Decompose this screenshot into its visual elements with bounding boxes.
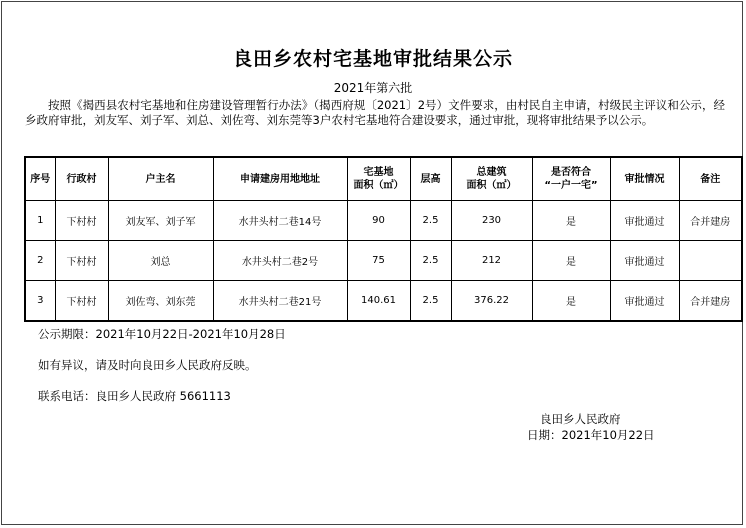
cell-approval: 审批通过	[610, 281, 679, 322]
cell-address: 水井头村二巷14号	[213, 201, 347, 241]
header-cell-address: 申请建房用地地址	[213, 157, 347, 201]
cell-index: 2	[25, 241, 55, 281]
cell-building-area: 212	[451, 241, 532, 281]
header-cell-approval: 审批情况	[610, 157, 679, 201]
cell-remark	[679, 241, 742, 281]
cell-village: 下村村	[55, 201, 108, 241]
cell-building-area: 376.22	[451, 281, 532, 322]
header-cell-building-area: 总建筑 面积（㎡）	[451, 157, 532, 201]
cell-land-area: 75	[347, 241, 410, 281]
cell-remark: 合并建房	[679, 281, 742, 322]
cell-householder: 刘佐弯、刘东莞	[108, 281, 213, 322]
cell-one-house: 是	[532, 201, 610, 241]
notice-period: 公示期限：2021年10月22日-2021年10月28日	[38, 327, 286, 341]
header-cell-one-house: 是否符合 “一户一宅”	[532, 157, 610, 201]
cell-one-house: 是	[532, 281, 610, 322]
table-row	[25, 281, 742, 322]
cell-village: 下村村	[55, 241, 108, 281]
signature-date: 日期：2021年10月22日	[527, 428, 655, 442]
header-cell-floor-height: 层高	[410, 157, 451, 201]
header-cell-land-area: 宅基地 面积（㎡）	[347, 157, 410, 201]
cell-approval: 审批通过	[610, 241, 679, 281]
cell-floor-height: 2.5	[410, 281, 451, 322]
table-row	[25, 241, 742, 281]
signature-org: 良田乡人民政府	[540, 412, 621, 426]
cell-index: 3	[25, 281, 55, 322]
cell-address: 水井头村二巷2号	[213, 241, 347, 281]
intro-paragraph: 按照《揭西县农村宅基地和住房建设管理暂行办法》（揭西府规〔2021〕2号）文件要求，由村民自主申请，村级民主评议和公示，经乡政府审批，刘友军、刘子军、刘总、刘佐弯、刘东莞等3户农村宅基地符合建设要求，通过审批，现将审批结果予以公示。	[25, 98, 725, 127]
cell-remark: 合并建房	[679, 201, 742, 241]
objection-notice: 如有异议，请及时向良田乡人民政府反映。	[38, 358, 257, 372]
cell-approval: 审批通过	[610, 201, 679, 241]
header-cell-village: 行政村	[55, 157, 108, 201]
approval-table	[24, 156, 743, 322]
cell-village: 下村村	[55, 281, 108, 322]
batch-label: 2021年第六批	[333, 81, 413, 95]
header-cell-householder: 户主名	[108, 157, 213, 201]
cell-land-area: 140.61	[347, 281, 410, 322]
contact-phone: 联系电话：良田乡人民政府 5661113	[38, 389, 231, 403]
cell-floor-height: 2.5	[410, 201, 451, 241]
cell-land-area: 90	[347, 201, 410, 241]
header-cell-index: 序号	[25, 157, 55, 201]
header-cell-remark: 备注	[679, 157, 742, 201]
table-row	[25, 201, 742, 241]
cell-building-area: 230	[451, 201, 532, 241]
cell-index: 1	[25, 201, 55, 241]
page-title: 良田乡农村宅基地审批结果公示	[232, 48, 513, 70]
cell-householder: 刘友军、刘子军	[108, 201, 213, 241]
table-header-row	[25, 157, 742, 201]
cell-address: 水井头村二巷21号	[213, 281, 347, 322]
cell-floor-height: 2.5	[410, 241, 451, 281]
cell-householder: 刘总	[108, 241, 213, 281]
cell-one-house: 是	[532, 241, 610, 281]
